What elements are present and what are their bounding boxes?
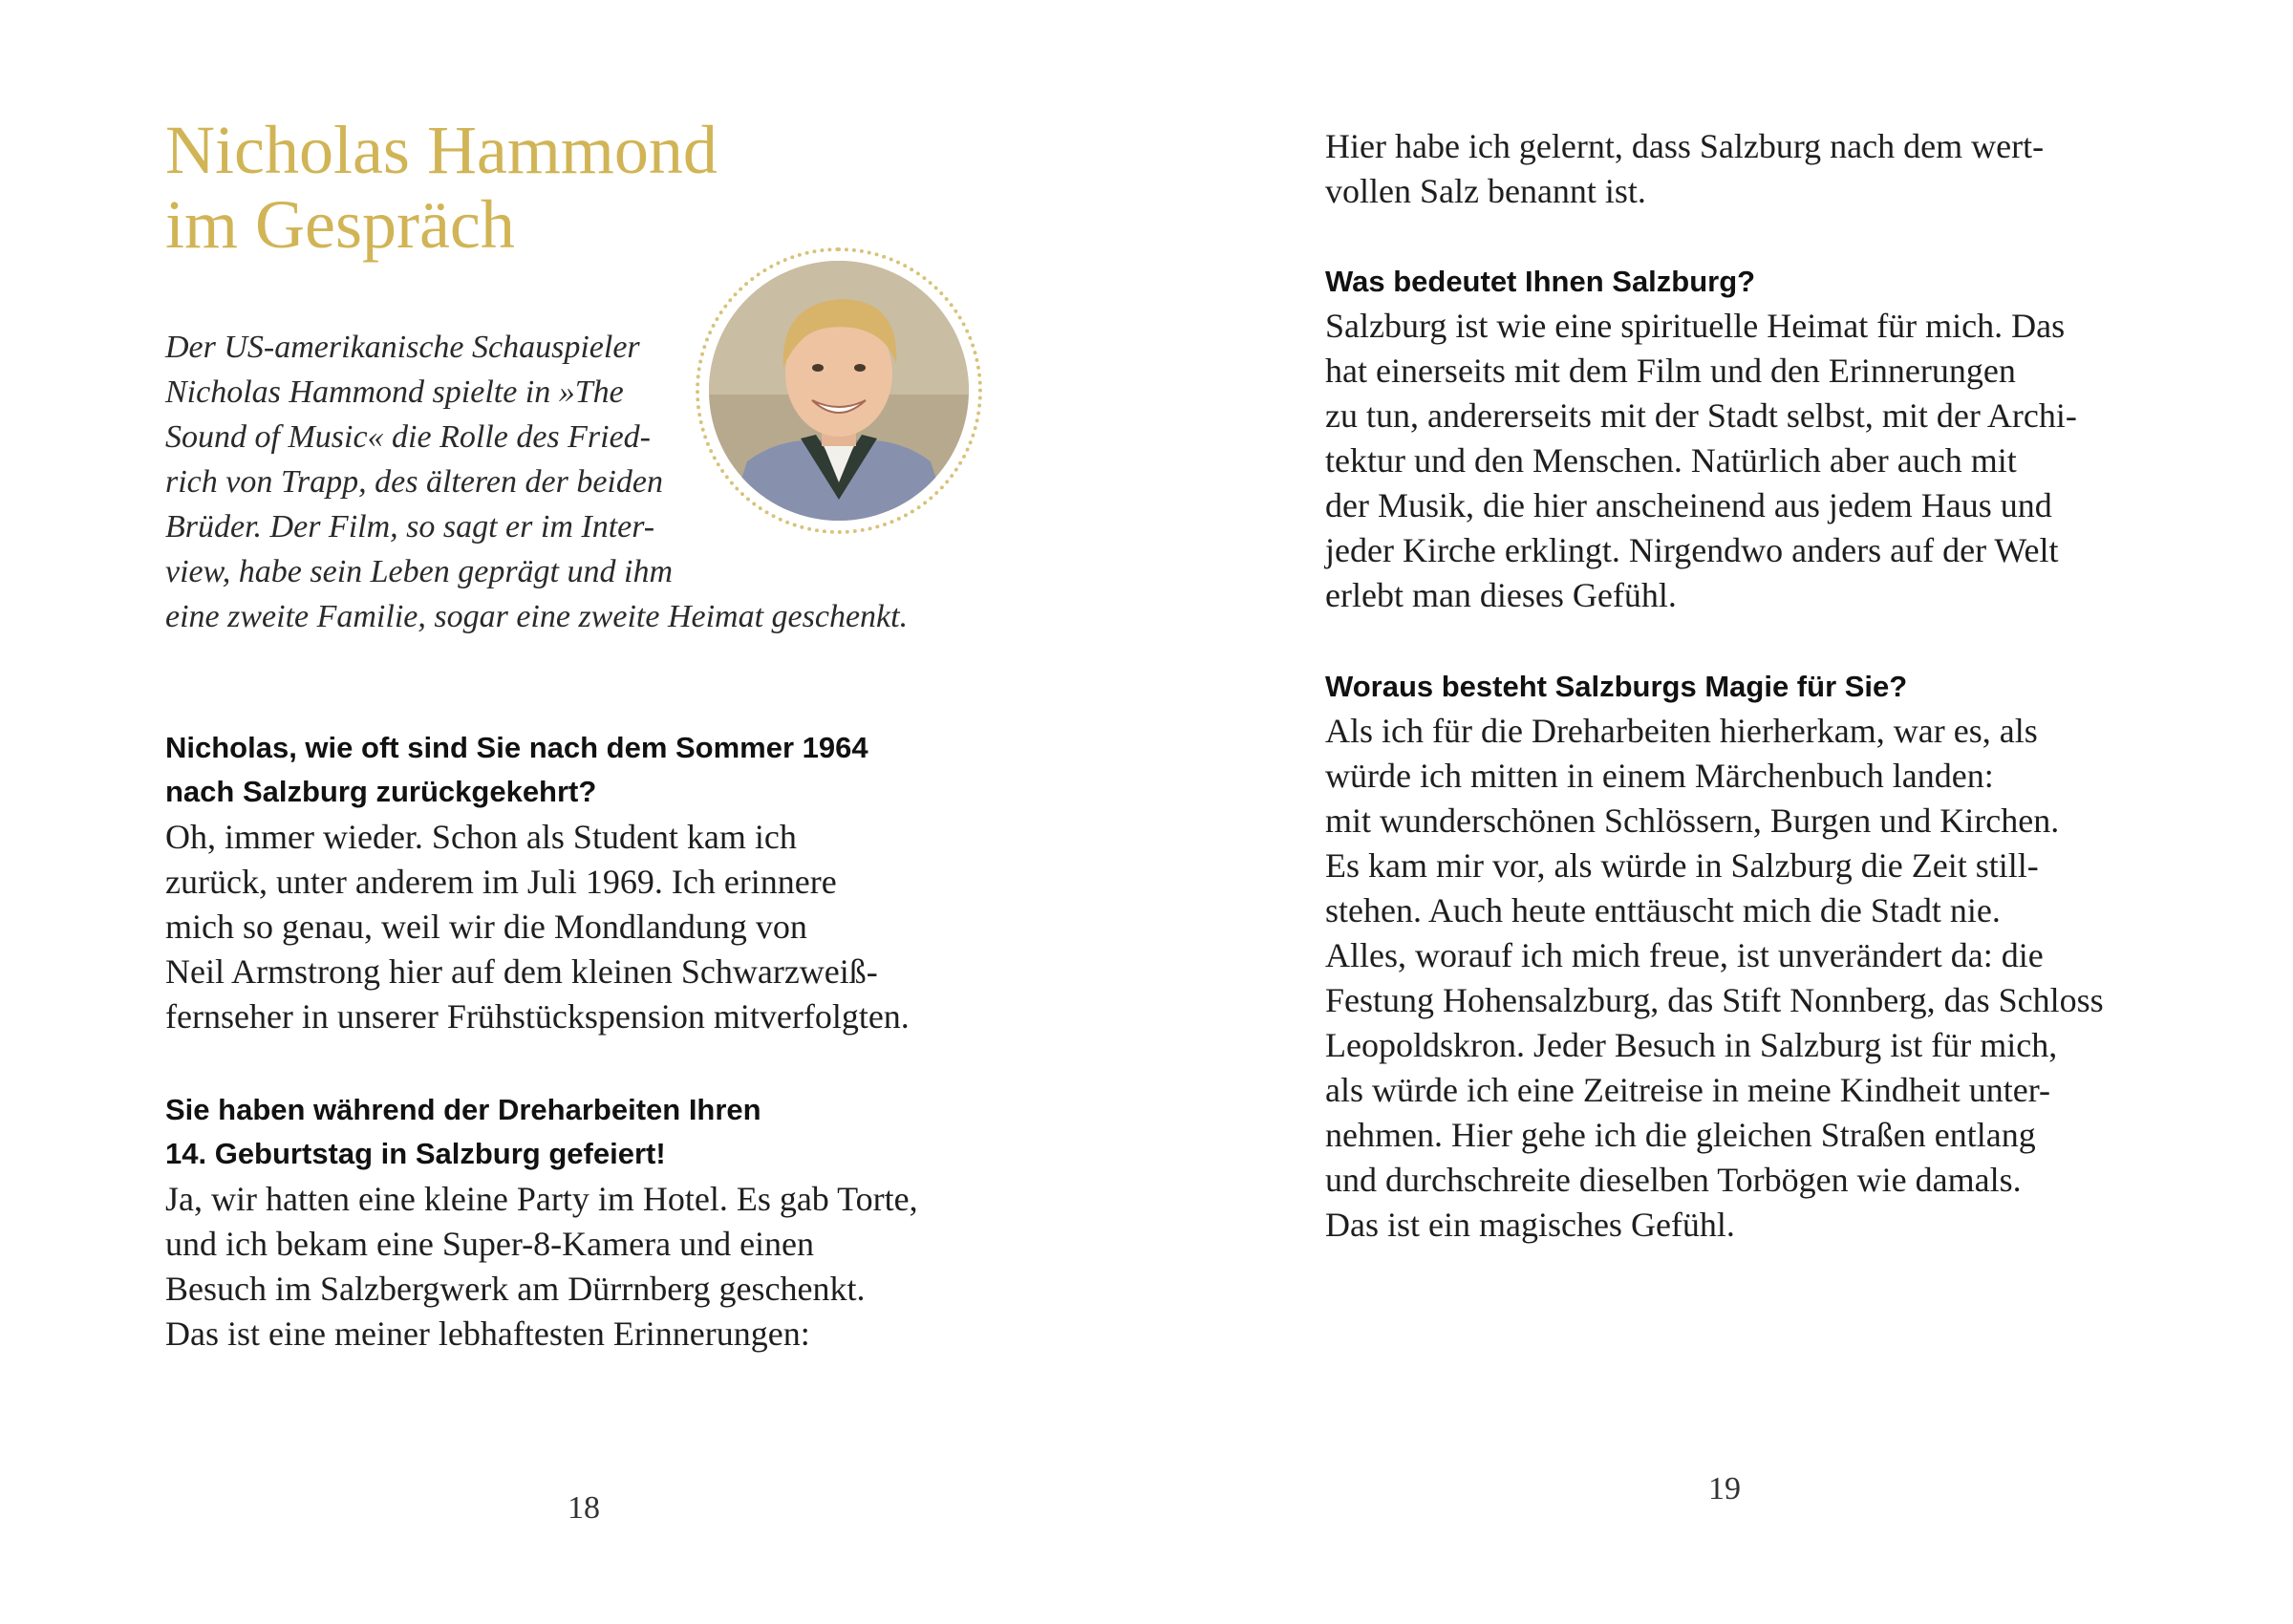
answer-line: der Musik, die hier anscheinend aus jedem Haus und	[1325, 486, 2052, 524]
intro-line: Nicholas Hammond spielte in »The	[165, 374, 624, 410]
answer-continued	[1325, 124, 2044, 214]
page-number: 18	[568, 1490, 600, 1526]
question-1	[165, 726, 868, 814]
title-line: im Gespräch	[165, 186, 515, 263]
right-page	[1146, 0, 2293, 1624]
answer-line: Oh, immer wieder. Schon als Student kam ich	[165, 818, 797, 856]
answer-line: nehmen. Hier gehe ich die gleichen Straßen entlang	[1325, 1116, 2036, 1154]
intro-line: eine zweite Familie, sogar eine zweite Heimat geschenkt.	[165, 599, 909, 634]
question-line: nach Salzburg zurückgekehrt?	[165, 775, 597, 808]
answer-line: fernseher in unserer Frühstückspension mitverfolgten.	[165, 997, 910, 1036]
answer-line: Das ist ein magisches Gefühl.	[1325, 1206, 1735, 1244]
answer-line: hat einerseits mit dem Film und den Erinnerungen	[1325, 352, 2016, 390]
intro-line: view, habe sein Leben geprägt und ihm	[165, 554, 674, 589]
left-page	[0, 0, 1146, 1624]
intro-line: Der US-amerikanische Schauspieler	[165, 330, 640, 365]
answer-line: als würde ich eine Zeitreise in meine Kindheit unter-	[1325, 1071, 2051, 1109]
answer-line: Leopoldskron. Jeder Besuch in Salzburg ist für mich,	[1325, 1026, 2058, 1064]
answer-line: Als ich für die Dreharbeiten hierherkam, war es, als	[1325, 712, 2038, 750]
answer-line: stehen. Auch heute enttäuscht mich die Stadt nie.	[1325, 891, 2001, 930]
answer-line: zurück, unter anderem im Juli 1969. Ich erinnere	[165, 863, 837, 901]
intro-line: Sound of Music« die Rolle des Fried-	[165, 419, 652, 455]
question-2	[165, 1088, 761, 1176]
intro-paragraph	[165, 325, 949, 639]
page-title	[165, 113, 1025, 262]
answer-3	[1325, 304, 2077, 618]
question-4	[1325, 665, 1907, 709]
intro-line: rich von Trapp, des älteren der beiden	[165, 464, 663, 500]
answer-line: Alles, worauf ich mich freue, ist unverändert da: die	[1325, 936, 2044, 974]
answer-line: Besuch im Salzbergwerk am Dürrnberg geschenkt.	[165, 1270, 866, 1308]
answer-line: und durchschreite dieselben Torbögen wie damals.	[1325, 1161, 2022, 1199]
answer-line: Neil Armstrong hier auf dem kleinen Schwarzweiß-	[165, 952, 878, 991]
answer-line: und ich bekam eine Super-8-Kamera und einen	[165, 1225, 815, 1263]
title-line: Nicholas Hammond	[165, 112, 718, 188]
intro-line: Brüder. Der Film, so sagt er im Inter-	[165, 509, 655, 545]
answer-line: Es kam mir vor, als würde in Salzburg die Zeit still-	[1325, 846, 2039, 885]
question-line: 14. Geburtstag in Salzburg gefeiert!	[165, 1137, 666, 1170]
answer-line: mit wunderschönen Schlössern, Burgen und Kirchen.	[1325, 801, 2060, 840]
question-line: Nicholas, wie oft sind Sie nach dem Sommer 1964	[165, 731, 868, 764]
answer-line: Festung Hohensalzburg, das Stift Nonnberg, das Schloss	[1325, 981, 2104, 1019]
answer-line: Ja, wir hatten eine kleine Party im Hotel. Es gab Torte,	[165, 1180, 918, 1218]
answer-line: Das ist eine meiner lebhaftesten Erinnerungen:	[165, 1314, 810, 1353]
answer-line: zu tun, andererseits mit der Stadt selbst, mit der Archi-	[1325, 396, 2077, 435]
answer-line: Hier habe ich gelernt, dass Salzburg nach dem wert-	[1325, 127, 2045, 165]
answer-line: tektur und den Menschen. Natürlich aber auch mit	[1325, 441, 2017, 480]
question-line: Was bedeutet Ihnen Salzburg?	[1325, 265, 1756, 298]
question-3	[1325, 260, 1755, 304]
answer-4	[1325, 709, 2104, 1248]
answer-line: Salzburg ist wie eine spirituelle Heimat für mich. Das	[1325, 307, 2066, 345]
answer-line: mich so genau, weil wir die Mondlandung von	[165, 908, 807, 946]
answer-line: jeder Kirche erklingt. Nirgendwo anders auf der Welt	[1325, 531, 2059, 569]
page-number: 19	[1708, 1471, 1741, 1506]
question-line: Sie haben während der Dreharbeiten Ihren	[165, 1093, 761, 1126]
question-line: Woraus besteht Salzburgs Magie für Sie?	[1325, 670, 1908, 703]
answer-2	[165, 1177, 918, 1357]
answer-line: würde ich mitten in einem Märchenbuch landen:	[1325, 757, 1994, 795]
answer-line: erlebt man dieses Gefühl.	[1325, 576, 1677, 614]
answer-line: vollen Salz benannt ist.	[1325, 172, 1646, 210]
answer-1	[165, 815, 910, 1039]
